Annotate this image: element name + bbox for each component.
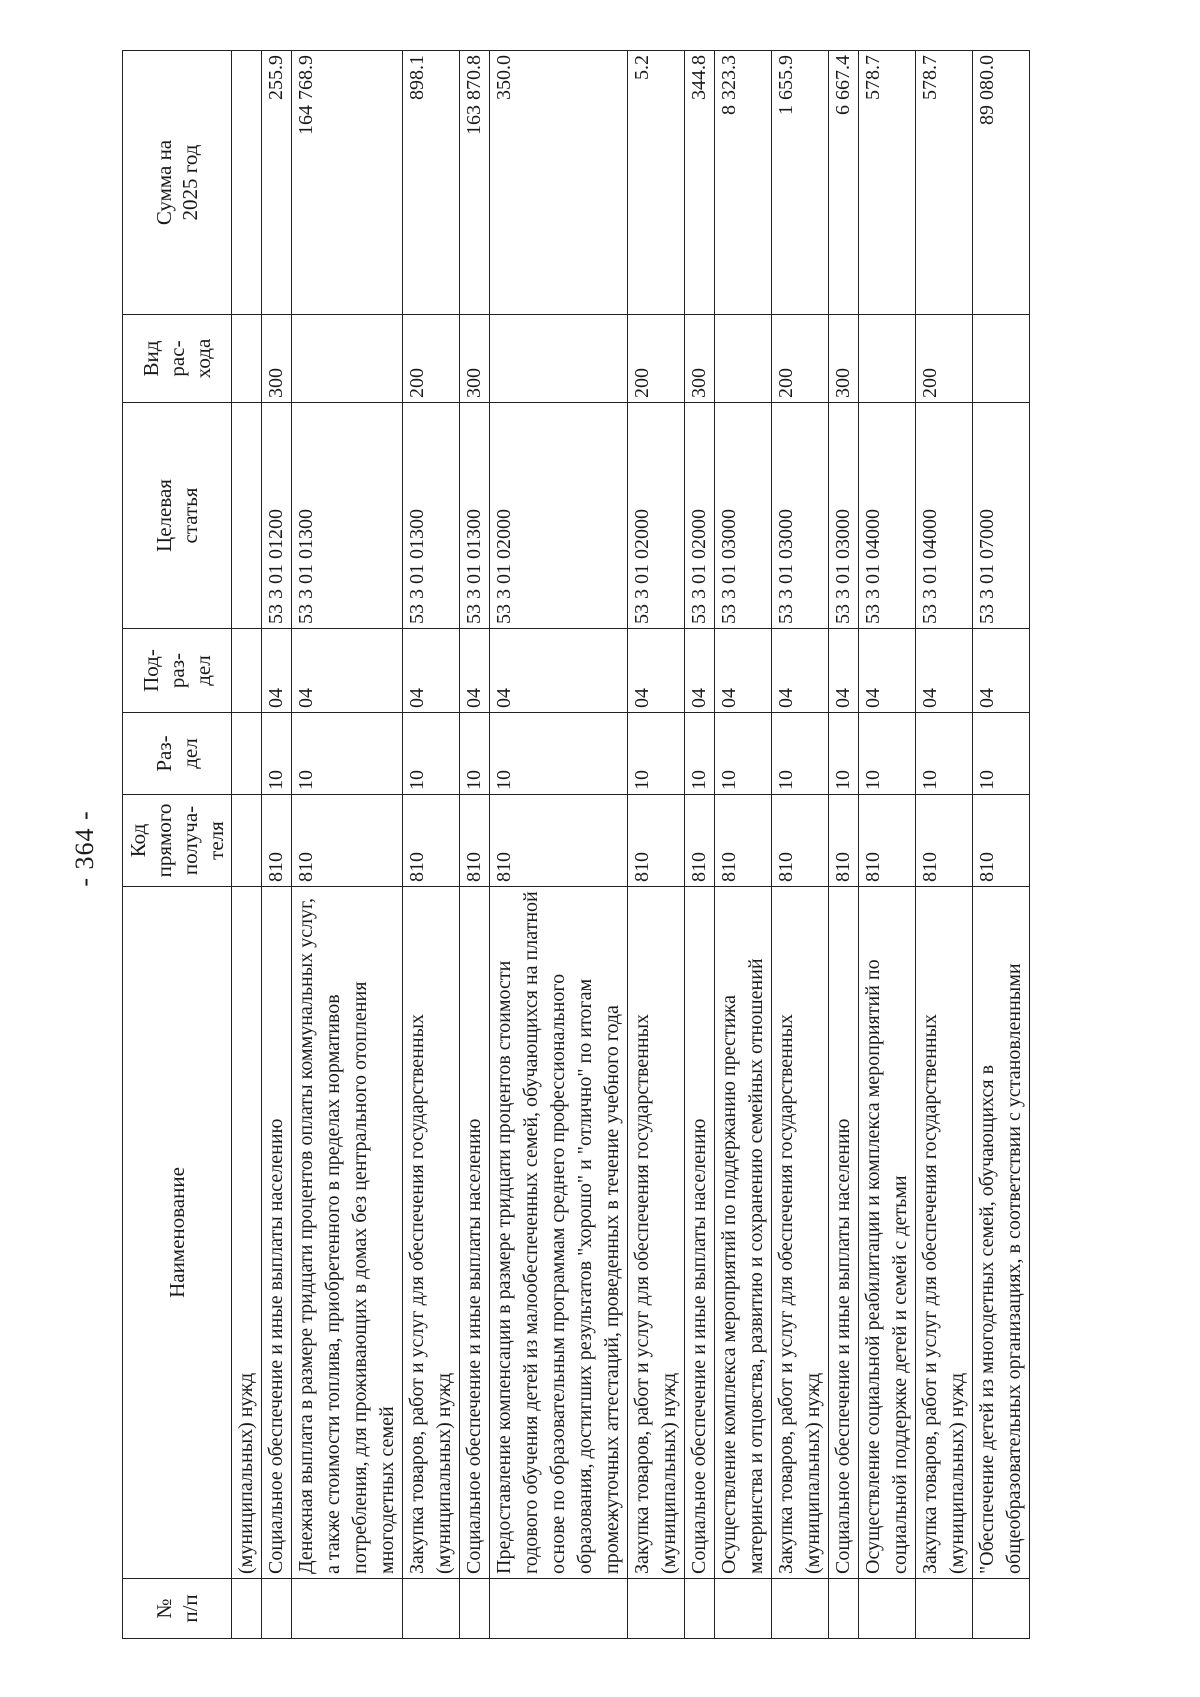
cell-name: (муниципальных) нужд <box>232 887 262 1579</box>
cell-amount: 578.7 <box>859 51 916 315</box>
cell-num <box>973 1579 1030 1639</box>
cell-target-article: 53 3 01 01200 <box>262 403 292 629</box>
cell-amount: 578.7 <box>916 51 973 315</box>
cell-section: 10 <box>262 713 292 795</box>
cell-subsection: 04 <box>973 629 1030 713</box>
cell-recipient-code: 810 <box>916 795 973 887</box>
cell-expense-type: 200 <box>403 315 460 403</box>
cell-num <box>490 1579 628 1639</box>
cell-name: Социальное обеспечение и иные выплаты населению <box>685 887 715 1579</box>
cell-name: Закупка товаров, работ и услуг для обеспечения государственных (муниципальных) нужд <box>916 887 973 1579</box>
header-name: Наименование <box>123 887 232 1579</box>
cell-target-article: 53 3 01 02000 <box>685 403 715 629</box>
cell-recipient-code: 810 <box>772 795 829 887</box>
table-row <box>772 51 829 1639</box>
table-row <box>685 51 715 1639</box>
cell-expense-type: 300 <box>685 315 715 403</box>
cell-name: "Обеспечение детей из многодетных семей, обучающихся в общеобразовательных организациях, в соответствии с установленными <box>973 887 1030 1579</box>
cell-recipient-code: 810 <box>490 795 628 887</box>
cell-name: Социальное обеспечение и иные выплаты населению <box>262 887 292 1579</box>
cell-num <box>403 1579 460 1639</box>
cell-name: Осуществление комплекса мероприятий по поддержанию престижа материнства и отцовства, развитию и сохранению семейных отношений <box>715 887 772 1579</box>
cell-expense-type <box>490 315 628 403</box>
cell-num <box>772 1579 829 1639</box>
cell-num <box>715 1579 772 1639</box>
cell-target-article: 53 3 01 03000 <box>772 403 829 629</box>
cell-subsection: 04 <box>916 629 973 713</box>
cell-recipient-code: 810 <box>859 795 916 887</box>
cell-num <box>292 1579 403 1639</box>
cell-target-article <box>232 403 262 629</box>
cell-amount: 6 667.4 <box>829 51 859 315</box>
page-number: - 364 - <box>70 810 99 887</box>
table-row <box>973 51 1030 1639</box>
cell-name: Осуществление социальной реабилитации и комплекса мероприятий по социальной поддержке детей и семей с детьми <box>859 887 916 1579</box>
cell-expense-type: 200 <box>628 315 685 403</box>
cell-expense-type: 200 <box>772 315 829 403</box>
cell-target-article: 53 3 01 03000 <box>715 403 772 629</box>
cell-recipient-code: 810 <box>628 795 685 887</box>
cell-recipient-code: 810 <box>403 795 460 887</box>
cell-num <box>685 1579 715 1639</box>
cell-recipient-code: 810 <box>685 795 715 887</box>
cell-target-article: 53 3 01 04000 <box>859 403 916 629</box>
cell-section: 10 <box>685 713 715 795</box>
table-row <box>859 51 916 1639</box>
table-row <box>460 51 490 1639</box>
cell-expense-type: 200 <box>916 315 973 403</box>
cell-amount: 5.2 <box>628 51 685 315</box>
header-recipient-code: Код прямого получа- теля <box>123 795 232 887</box>
cell-name: Закупка товаров, работ и услуг для обеспечения государственных (муниципальных) нужд <box>403 887 460 1579</box>
cell-num <box>232 1579 262 1639</box>
table-row <box>715 51 772 1639</box>
table-row <box>490 51 628 1639</box>
cell-name: Денежная выплата в размере тридцати процентов оплаты коммунальных услуг, а также стоимости топлива, приобретенного в пределах нормативов потребления, для проживающих в домах без центрального отопления многодетных семей <box>292 887 403 1579</box>
header-expense-type: Вид рас- хода <box>123 315 232 403</box>
cell-subsection: 04 <box>628 629 685 713</box>
cell-name: Закупка товаров, работ и услуг для обеспечения государственных (муниципальных) нужд <box>628 887 685 1579</box>
cell-amount: 163 870.8 <box>460 51 490 315</box>
cell-section: 10 <box>403 713 460 795</box>
cell-section: 10 <box>490 713 628 795</box>
cell-subsection <box>232 629 262 713</box>
cell-expense-type <box>232 315 262 403</box>
cell-num <box>262 1579 292 1639</box>
cell-target-article: 53 3 01 01300 <box>460 403 490 629</box>
cell-subsection: 04 <box>829 629 859 713</box>
cell-target-article: 53 3 01 02000 <box>490 403 628 629</box>
cell-expense-type: 300 <box>829 315 859 403</box>
cell-amount: 89 080.0 <box>973 51 1030 315</box>
cell-subsection: 04 <box>460 629 490 713</box>
cell-recipient-code: 810 <box>829 795 859 887</box>
cell-section: 10 <box>628 713 685 795</box>
cell-target-article: 53 3 01 03000 <box>829 403 859 629</box>
cell-amount: 255.9 <box>262 51 292 315</box>
cell-name: Предоставление компенсации в размере тридцати процентов стоимости годового обучения детей из малообеспеченных семей, обучающихся на платной основе по образовательным программам среднего профессионального образования, достигших результатов "хорошо" и "отлично" по итогам промежуточных аттестаций, проведенных в течение учебного года <box>490 887 628 1579</box>
cell-section: 10 <box>772 713 829 795</box>
cell-amount: 344.8 <box>685 51 715 315</box>
cell-amount <box>232 51 262 315</box>
cell-section: 10 <box>460 713 490 795</box>
cell-target-article: 53 3 01 04000 <box>916 403 973 629</box>
cell-recipient-code: 810 <box>973 795 1030 887</box>
cell-amount: 164 768.9 <box>292 51 403 315</box>
cell-subsection: 04 <box>772 629 829 713</box>
table-row <box>232 51 262 1639</box>
cell-section: 10 <box>916 713 973 795</box>
cell-target-article: 53 3 01 01300 <box>292 403 403 629</box>
cell-recipient-code: 810 <box>460 795 490 887</box>
cell-recipient-code: 810 <box>292 795 403 887</box>
cell-section: 10 <box>715 713 772 795</box>
cell-expense-type <box>973 315 1030 403</box>
cell-expense-type: 300 <box>262 315 292 403</box>
cell-section: 10 <box>292 713 403 795</box>
cell-section: 10 <box>973 713 1030 795</box>
cell-section: 10 <box>859 713 916 795</box>
cell-recipient-code <box>232 795 262 887</box>
cell-target-article: 53 3 01 07000 <box>973 403 1030 629</box>
table-row <box>403 51 460 1639</box>
cell-subsection: 04 <box>715 629 772 713</box>
table-row <box>292 51 403 1639</box>
cell-subsection: 04 <box>403 629 460 713</box>
table-row <box>916 51 973 1639</box>
cell-expense-type <box>715 315 772 403</box>
cell-name: Социальное обеспечение и иные выплаты населению <box>460 887 490 1579</box>
cell-num <box>460 1579 490 1639</box>
budget-table <box>122 50 1030 1639</box>
cell-num <box>829 1579 859 1639</box>
cell-expense-type: 300 <box>460 315 490 403</box>
table-row <box>628 51 685 1639</box>
table-row <box>262 51 292 1639</box>
header-section: Раз- дел <box>123 713 232 795</box>
cell-num <box>628 1579 685 1639</box>
table-header-row <box>123 51 232 1639</box>
cell-recipient-code: 810 <box>262 795 292 887</box>
cell-name: Закупка товаров, работ и услуг для обеспечения государственных (муниципальных) нужд <box>772 887 829 1579</box>
cell-name: Социальное обеспечение и иные выплаты населению <box>829 887 859 1579</box>
cell-num <box>859 1579 916 1639</box>
table-row <box>829 51 859 1639</box>
cell-subsection: 04 <box>685 629 715 713</box>
cell-expense-type <box>859 315 916 403</box>
cell-subsection: 04 <box>859 629 916 713</box>
cell-amount: 350.0 <box>490 51 628 315</box>
header-target-article: Целевая статья <box>123 403 232 629</box>
cell-amount: 8 323.3 <box>715 51 772 315</box>
cell-target-article: 53 3 01 02000 <box>628 403 685 629</box>
cell-section <box>232 713 262 795</box>
cell-subsection: 04 <box>262 629 292 713</box>
cell-amount: 1 655.9 <box>772 51 829 315</box>
cell-target-article: 53 3 01 01300 <box>403 403 460 629</box>
cell-subsection: 04 <box>292 629 403 713</box>
cell-section: 10 <box>829 713 859 795</box>
cell-num <box>916 1579 973 1639</box>
cell-amount: 898.1 <box>403 51 460 315</box>
header-subsection: Под- раз- дел <box>123 629 232 713</box>
table-body <box>232 51 1030 1639</box>
cell-recipient-code: 810 <box>715 795 772 887</box>
header-amount-2025: Сумма на 2025 год <box>123 51 232 315</box>
header-num: № п/п <box>123 1579 232 1639</box>
cell-subsection: 04 <box>490 629 628 713</box>
cell-expense-type <box>292 315 403 403</box>
